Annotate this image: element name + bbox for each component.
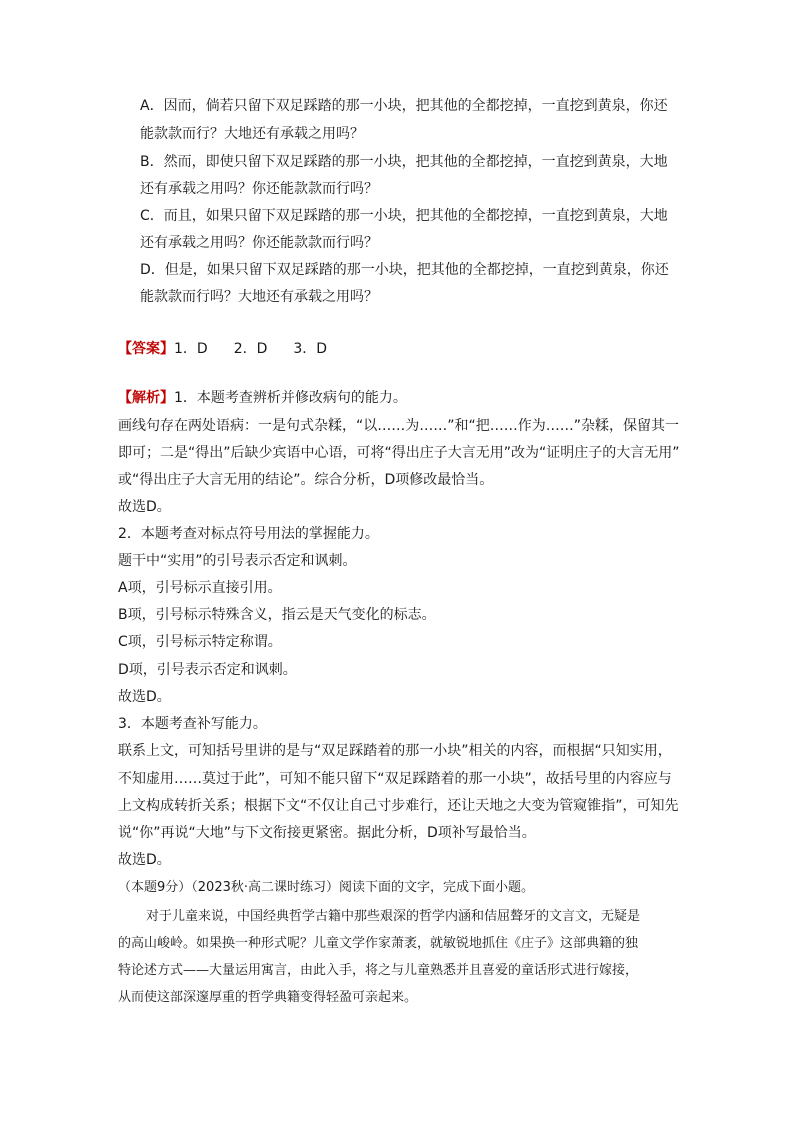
analysis-line: A项，引号标示直接引用。	[118, 580, 282, 596]
analysis-line: 题干中“实用”的引号表示否定和讽刺。	[118, 553, 357, 569]
option-a-line2: 能款款而行？大地还有承载之用吗？	[140, 126, 364, 142]
option-b-line1: B．然而，即使只留下双足踩踏的那一小块，把其他的全都挖掉，一直挖到黄泉，大地	[140, 154, 668, 170]
analysis-line: B项，引号标示特殊含义，指云是天气变化的标志。	[118, 607, 436, 623]
answer-row	[118, 339, 327, 359]
option-c-line2: 还有承载之用吗？你还能款款而行吗？	[140, 235, 378, 251]
analysis-line: C项，引号标示特定称谓。	[118, 634, 282, 650]
answer-item-2: 2．D	[233, 341, 268, 357]
analysis-line: 故选D。	[118, 852, 171, 868]
answer-item-1: 1．D	[174, 341, 208, 357]
analysis-line: 画线句存在两处语病：一是句式杂糅，“以……为……”和“把……作为……”杂糅，保留其一	[118, 418, 680, 434]
passage-line: 特论述方式——大量运用寓言，由此入手，将之与儿童熟悉并且喜爱的童话形式进行嫁接，	[118, 963, 639, 978]
analysis-line: 故选D。	[118, 689, 171, 705]
analysis-line: 即可；二是“得出”后缺少宾语中心语，可将“得出庄子大言无用”改为“证明庄子的大言无用”	[118, 445, 680, 461]
analysis-line: 或“得出庄子大言无用的结论”。综合分析，D项修改最恰当。	[118, 472, 494, 488]
answer-item-3: 3．D	[293, 341, 328, 357]
analysis-line: 2．本题考查对标点符号用法的掌握能力。	[118, 526, 379, 542]
next-question-header: （本题9分）（2023秋·高二课时练习）阅读下面的文字，完成下面小题。	[118, 880, 534, 895]
analysis-label: 【解析】	[118, 390, 174, 406]
passage-line: 对于儿童来说，中国经典哲学古籍中那些艰深的哲学内涵和佶屈聱牙的文言文，无疑是	[146, 909, 641, 924]
analysis-line: 说“你”再说“大地”与下文衔接更紧密。据此分析，D项补写最恰当。	[118, 825, 536, 841]
option-c-line1: C．而且，如果只留下双足踩踏的那一小块，把其他的全都挖掉，一直挖到黄泉，大地	[140, 208, 668, 224]
passage-line: 从而使这部深邃厚重的哲学典籍变得轻盈可亲起来。	[118, 990, 418, 1005]
analysis-line: 故选D。	[118, 499, 171, 515]
analysis-line: D项，引号表示否定和讽刺。	[118, 662, 297, 678]
option-b-line2: 还有承载之用吗？你还能款款而行吗？	[140, 181, 378, 197]
passage-line: 的高山峻岭。如果换一种形式呢？儿童文学作家萧袤，就敏锐地抓住《庄子》这部典籍的独	[118, 936, 639, 951]
analysis-line: 不知虚用……莫过于此”，可知不能只留下“双足踩踏着的那一小块”，故括号里的内容应与	[118, 771, 672, 787]
analysis-line: 【解析】1．本题考查辨析并修改病句的能力。	[118, 390, 407, 406]
option-d-line1: D．但是，如果只留下双足踩踏的那一小块，把其他的全都挖掉，一直挖到黄泉，你还	[140, 262, 669, 278]
option-d-line2: 能款款而行吗？大地还有承载之用吗？	[140, 289, 378, 305]
analysis-line: 3．本题考查补写能力。	[118, 716, 267, 732]
answer-label: 【答案】	[118, 341, 174, 357]
analysis-line: 上文构成转折关系；根据下文“不仅让自己寸步难行，还让天地之大变为管窥锥指”，可知先	[118, 798, 679, 814]
analysis-line: 联系上文，可知括号里讲的是与“双足踩踏着的那一小块”相关的内容，而根据“只知实用，	[118, 743, 672, 759]
option-a-line1: A．因而，倘若只留下双足踩踏的那一小块，把其他的全都挖掉，一直挖到黄泉，你还	[140, 98, 668, 114]
